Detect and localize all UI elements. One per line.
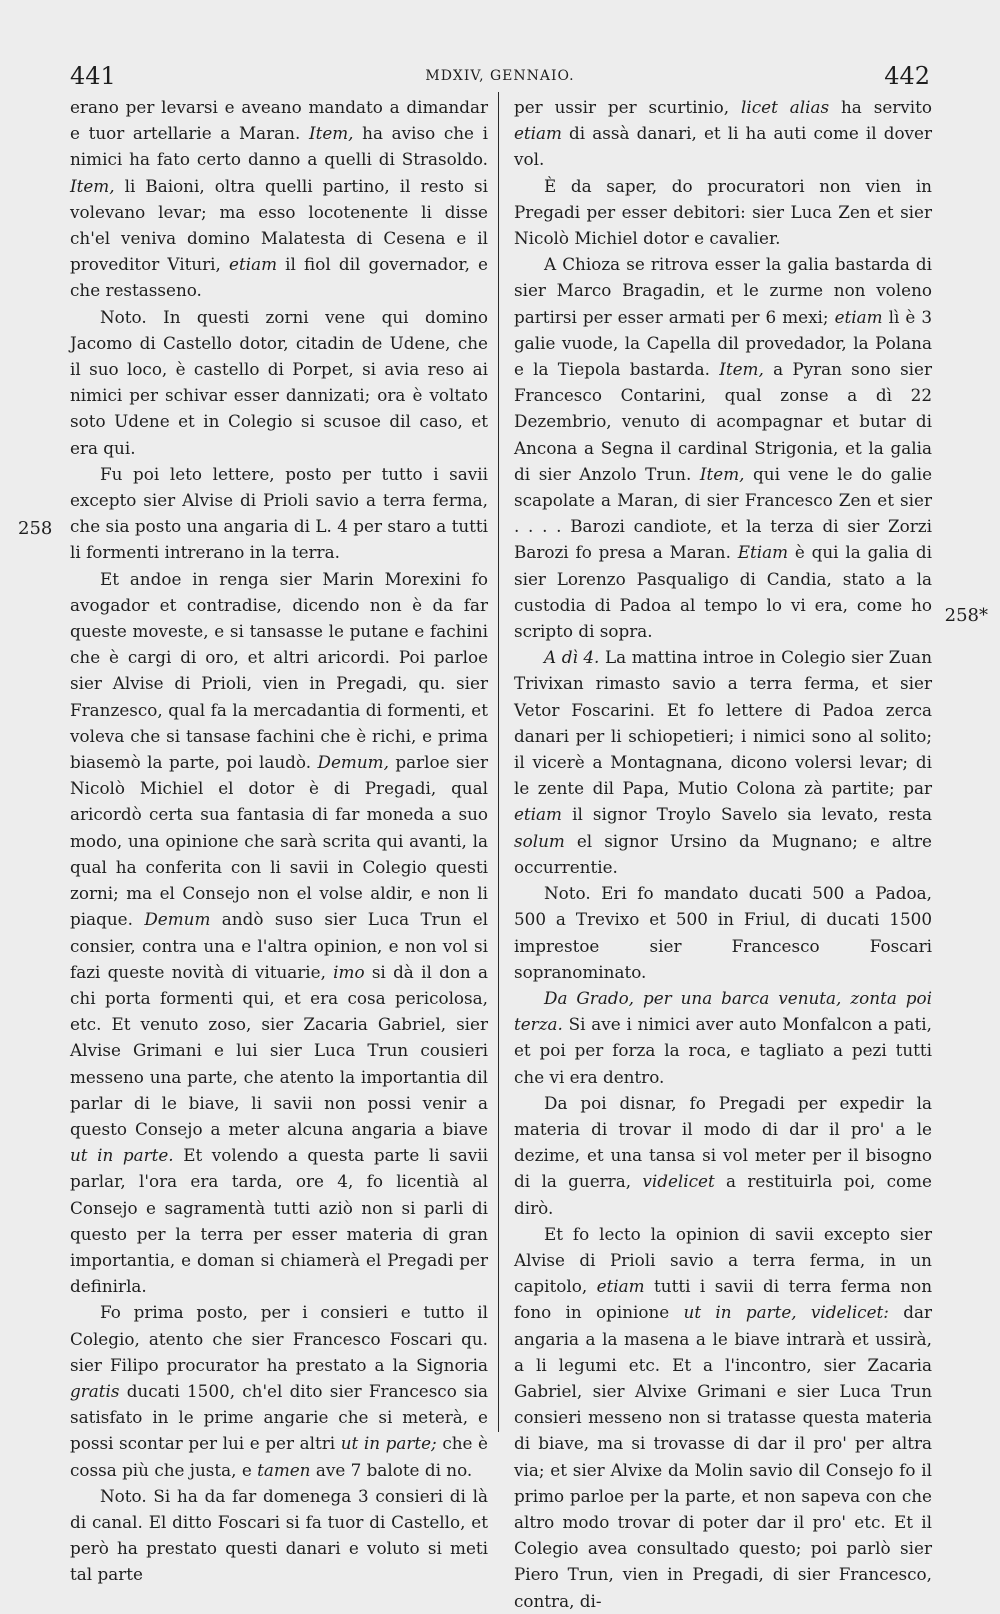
text-run: Da poi disnar, fo Pregadi per expedir la materia di trovar il modo di dar il pro' a le dezime, et una tansa si vol meter per il bisogno di la guerra, [514,1092,932,1192]
text-run: ave 7 balote di no. [310,1459,473,1480]
italic-text: videlicet [642,1171,715,1192]
text-run: Fo prima posto, per i consieri e tutto il Colegio, atento che sier Francesco Foscari qu. sier Filipo procurator ha prestato a la Signoria [70,1302,488,1375]
text-run: il fiol dil governador, e che restasseno. [70,254,488,301]
text-run: a restituirla poi, come dirò. [514,1171,932,1218]
italic-text: solum [514,830,565,851]
paragraph [70,304,488,461]
page-header [70,62,930,92]
text-run: Et fo lecto la opinion di savii excepto sier Alvise di Prioli savio a terra ferma, in un capitolo, [514,1223,932,1297]
italic-text: etiam [229,254,277,275]
italic-text: A dì 4. [544,647,600,668]
text-run: li Baioni, oltra quelli partino, il resto si volevano levar; ma esso locotenente li disse ch'el veniva domino Malatesta di Cesena e il proveditor Vituri, [70,175,488,275]
text-run: el signor Ursino da Mugnano; e altre occurrentie. [514,830,932,877]
paragraph [70,461,488,566]
italic-text: ut in parte. [70,1145,174,1166]
text-run: qui vene le do galie scapolate a Maran, di sier Francesco Zen et sier . . . . Barozi candiote, et la terza di sier Zorzi Barozi fo presa a Maran. [514,463,932,563]
paragraph [514,173,932,252]
italic-text: etiam [514,123,562,144]
text-run: parloe sier Nicolò Michiel el dotor è di Pregadi, qual aricordò certa sua fantasia di far moneda a suo modo, una opinione che sarà scrita qui avanti, la qual ha conferita con li savii in Colegio questi zorni; ma el Consejo non el volse aldir, e non li piaque. [70,752,488,930]
italic-text: etiam [596,1276,645,1297]
left-column [70,94,488,1588]
text-run: erano per levarsi e aveano mandato a dimandar e tuor artellarie a Maran. [70,97,488,144]
italic-text: licet alias [741,97,830,117]
paragraph [514,985,932,1090]
italic-text: Etiam [737,542,789,563]
text-run: dar angaria a la masena a le biave intrarà et ussirà, a li legumi etc. Et a l'incontro, sier Zacaria Gabriel, sier Alvixe Grimani e sier Luca Trun consieri messeno non si tratasse questa materia di biave, ma si trovasse di dar il pro' per altra via; et sier Alvixe da Molin savio dil Consejo fo il primo parloe per la parte, et non sapeva con che altro modo trovar di poter dar il pro' etc. Et il Colegio avea consultado questo; poi parlò sier Piero Trun, vien in Pregadi, di sier Francesco, contra, di- [514,1302,932,1611]
italic-text: Item, [719,359,764,380]
paragraph [70,94,488,304]
text-run: di assà danari, et li ha auti come il dover vol. [514,123,932,170]
text-run: è qui la galia di sier Lorenzo Pasqualigo di Candia, stato a la custodia di Padoa al tempo lo vi era, come ho scripto di sopra. [514,542,932,642]
paragraph [514,251,932,644]
text-run: si dà il don a chi porta formenti qui, et era cosa pericolosa, etc. Et venuto zoso, sier Zacaria Gabriel, sier Alvise Grimani e lui sier Luca Trun cousieri messeno una parte, che atento la importantia dil parlar di le biave, li savii non possi venir a questo Consejo a meter alcuna angaria a biave [70,961,488,1139]
margin-note-left: 258 [18,518,53,539]
italic-text: imo [333,961,365,982]
paragraph [70,566,488,1300]
text-run: Noto. Eri fo mandato ducati 500 a Padoa, 500 a Trevixo et 500 in Friul, di ducati 1500 imprestoe sier Francesco Foscari sopranominato. [514,883,932,982]
italic-text: etiam [514,804,562,825]
text-run: ha aviso che i nimici ha fato certo danno a quelli di Strasoldo. [70,123,488,170]
text-run: per ussir per scurtinio, [514,97,742,117]
text-run: tutti i savii di terra ferma non fono in opinione [514,1276,933,1323]
italic-text: Item, [70,175,115,196]
text-run: a Pyran sono sier Francesco Contarini, qual zonse a dì 22 Dezembrio, venuto di acompagnar et butar di Ancona a Segna il cardinal Strigonia, et la galia di sier Anzolo Trun. [514,359,932,484]
italic-text: ut in parte; [340,1433,437,1454]
paragraph [514,880,932,985]
text-run: ha servito [829,97,932,117]
margin-note-right: 258* [944,605,988,626]
text-run: lì è 3 galie vuode, la Capella dil provedador, la Polana e la Tiepola bastarda. [514,306,932,380]
paragraph [514,1090,932,1221]
text-run: il signor Troylo Savelo sia levato, resta [561,804,932,825]
italic-text: Item, [699,463,745,484]
text-run: Si ave i nimici aver auto Monfalcon a pati, et poi per forza la roca, e tagliato a pezi tutti che vi era dentro. [514,1014,932,1087]
italic-text: Da Grado, per una barca venuta, zonta poi terza. [514,987,932,1035]
italic-text: etiam [834,306,883,327]
italic-text: gratis [70,1380,120,1401]
italic-text: Item, [308,123,354,144]
text-run: Et andoe in renga sier Marin Morexini fo avogador et contradise, dicendo non è da far queste moveste, e si tansasse le putane e fachini che è cargi di oro, et altri aricordi. Poi parloe sier Alvise di Prioli, vien in Pregadi, qu. sier Franzesco, qual fa la mercadantia di formenti, et voleva che si tansase fachini che è richi, e prima biasemò la parte, poi laudò. [70,568,488,773]
page-number-left: 441 [70,62,116,90]
text-run: ducati 1500, ch'el dito sier Francesco sia satisfato in le prime angarie che si meterà, e possi scontar per lui e per altri [70,1380,488,1454]
paragraph [70,1483,488,1588]
italic-text: ut in parte, videlicet: [683,1302,889,1323]
text-run: La mattina introe in Colegio sier Zuan Trivixan rimasto savio a terra ferma, et sier Vetor Foscarini. Et fo lettere di Padoa zerca danari per li schiopetieri; i nimici sono al solito; il vicerè a Montagnana, dicono volersi levar; di le zente dil Papa, Mutio Colona zà partite; par [514,647,932,799]
text-run: È da saper, do procuratori non vien in Pregadi per esser debitori: sier Luca Zen et sier Nicolò Michiel dotor e cavalier. [514,175,932,249]
text-run: Fu poi leto lettere, posto per tutto i savii excepto sier Alvise di Prioli savio a terra ferma, che sia posto una angaria di L. 4 per staro a tutti li formenti intrerano in la terra. [70,463,488,563]
paragraph [70,1299,488,1482]
italic-text: tamen [257,1459,311,1480]
text-run: Et volendo a questa parte li savii parlar, l'ora era tarda, ore 4, fo licentià al Consejo e sagramentà tutti aziò non si parli di questo per la terra per esser materia di gran importantia, e doman si chiamerà el Pregadi per definirla. [70,1145,488,1297]
paragraph [514,94,932,173]
right-column [514,94,932,1614]
text-run: Noto. In questi zorni vene qui domino Jacomo di Castello dotor, citadin de Udene, che il suo loco, è castello di Porpet, si avia reso ai nimici per schivar esser dannizati; ora è voltato soto Udene et in Colegio si scusoe dil caso, et era qui. [70,306,488,458]
paragraph [514,644,932,880]
italic-text: Demum [144,909,211,930]
text-run: Noto. Si ha da far domenega 3 consieri di là di canal. El ditto Foscari si fa tuor di Castello, et però ha prestato questi danari e voluto si meti tal parte [70,1485,488,1585]
page-number-right: 442 [884,62,930,90]
text-run: che è cossa più che justa, e [70,1433,488,1480]
running-head: MDXIV, GENNAIO. [425,68,575,84]
text-run: andò suso sier Luca Trun el consier, contra una e l'altra opinion, e non vol si fazi queste novità di vituarie, [70,909,489,982]
paragraph [514,1221,932,1614]
italic-text: Demum, [317,752,389,773]
text-run: A Chioza se ritrova esser la galia bastarda di sier Marco Bragadin, et le zurme non voleno partirsi per esser armati per 6 mexi; [514,254,932,327]
column-divider [498,92,499,1432]
